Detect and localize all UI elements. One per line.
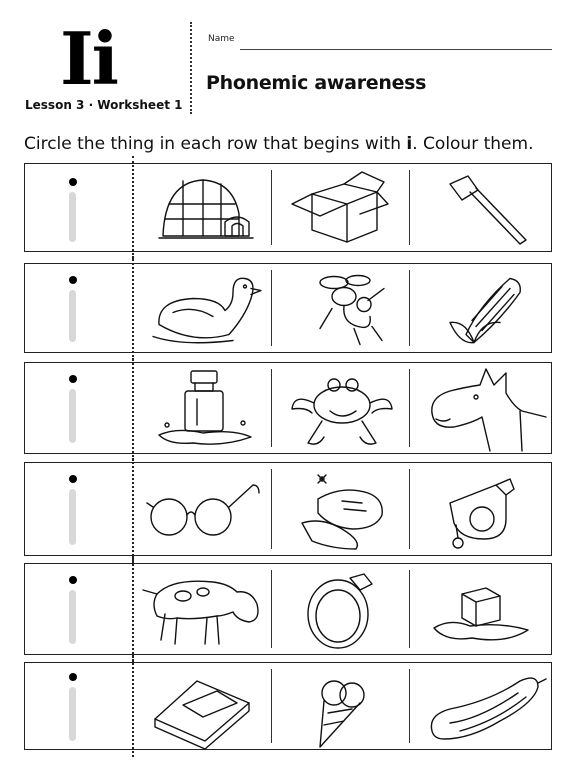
itchy-hand-picture[interactable] (272, 463, 409, 555)
donkey-picture[interactable] (410, 363, 551, 453)
header-divider (190, 22, 192, 114)
name-label: Name (208, 34, 235, 44)
big-letter-heading: Ii (60, 16, 118, 101)
worksheet-row-1 (24, 163, 552, 252)
worksheet-row-3 (24, 362, 552, 454)
whistle-picture[interactable] (410, 463, 551, 555)
letter-i-dot (69, 475, 77, 483)
glasses-picture[interactable] (133, 463, 271, 555)
axe-picture[interactable] (410, 164, 551, 251)
name-line (240, 49, 552, 50)
instruction-after: . Colour them. (412, 134, 534, 154)
instruction-text (24, 134, 533, 154)
book-picture[interactable] (133, 663, 271, 749)
insect-picture[interactable] (272, 264, 409, 352)
letter-i-dot (69, 276, 77, 284)
letter-i-stroke (69, 192, 76, 242)
letter-i-dot (69, 178, 77, 186)
letter-i-dot (69, 375, 77, 383)
zucchini-picture[interactable] (410, 663, 551, 749)
letter-i-stroke (69, 590, 76, 644)
page-title: Phonemic awareness (206, 72, 427, 94)
letter-i-dot (69, 576, 77, 584)
worksheet-row-5 (24, 563, 552, 655)
worksheet-row-4 (24, 462, 552, 556)
crab-picture[interactable] (272, 363, 409, 453)
instruction-letter: i (406, 134, 413, 154)
duck-picture[interactable] (133, 264, 271, 352)
letter-i-dot (69, 673, 77, 681)
worksheet-row-2 (24, 263, 552, 353)
worksheet-row-6 (24, 662, 552, 750)
ink-bottle-picture[interactable] (133, 363, 271, 453)
corn-picture[interactable] (410, 264, 551, 352)
letter-i-stroke (69, 489, 76, 545)
letter-i-stroke (69, 687, 76, 741)
lesson-label: Lesson 3 · Worksheet 1 (25, 98, 183, 112)
ice-cream-picture[interactable] (272, 663, 409, 749)
ice-cube-picture[interactable] (410, 564, 551, 654)
letter-i-stroke (69, 290, 76, 342)
cow-picture[interactable] (133, 564, 271, 654)
igloo-picture[interactable] (133, 164, 271, 251)
letter-i-stroke (69, 389, 76, 443)
instruction-before: Circle the thing in each row that begins with (24, 134, 407, 154)
box-picture[interactable] (272, 164, 409, 251)
ring-picture[interactable] (272, 564, 409, 654)
